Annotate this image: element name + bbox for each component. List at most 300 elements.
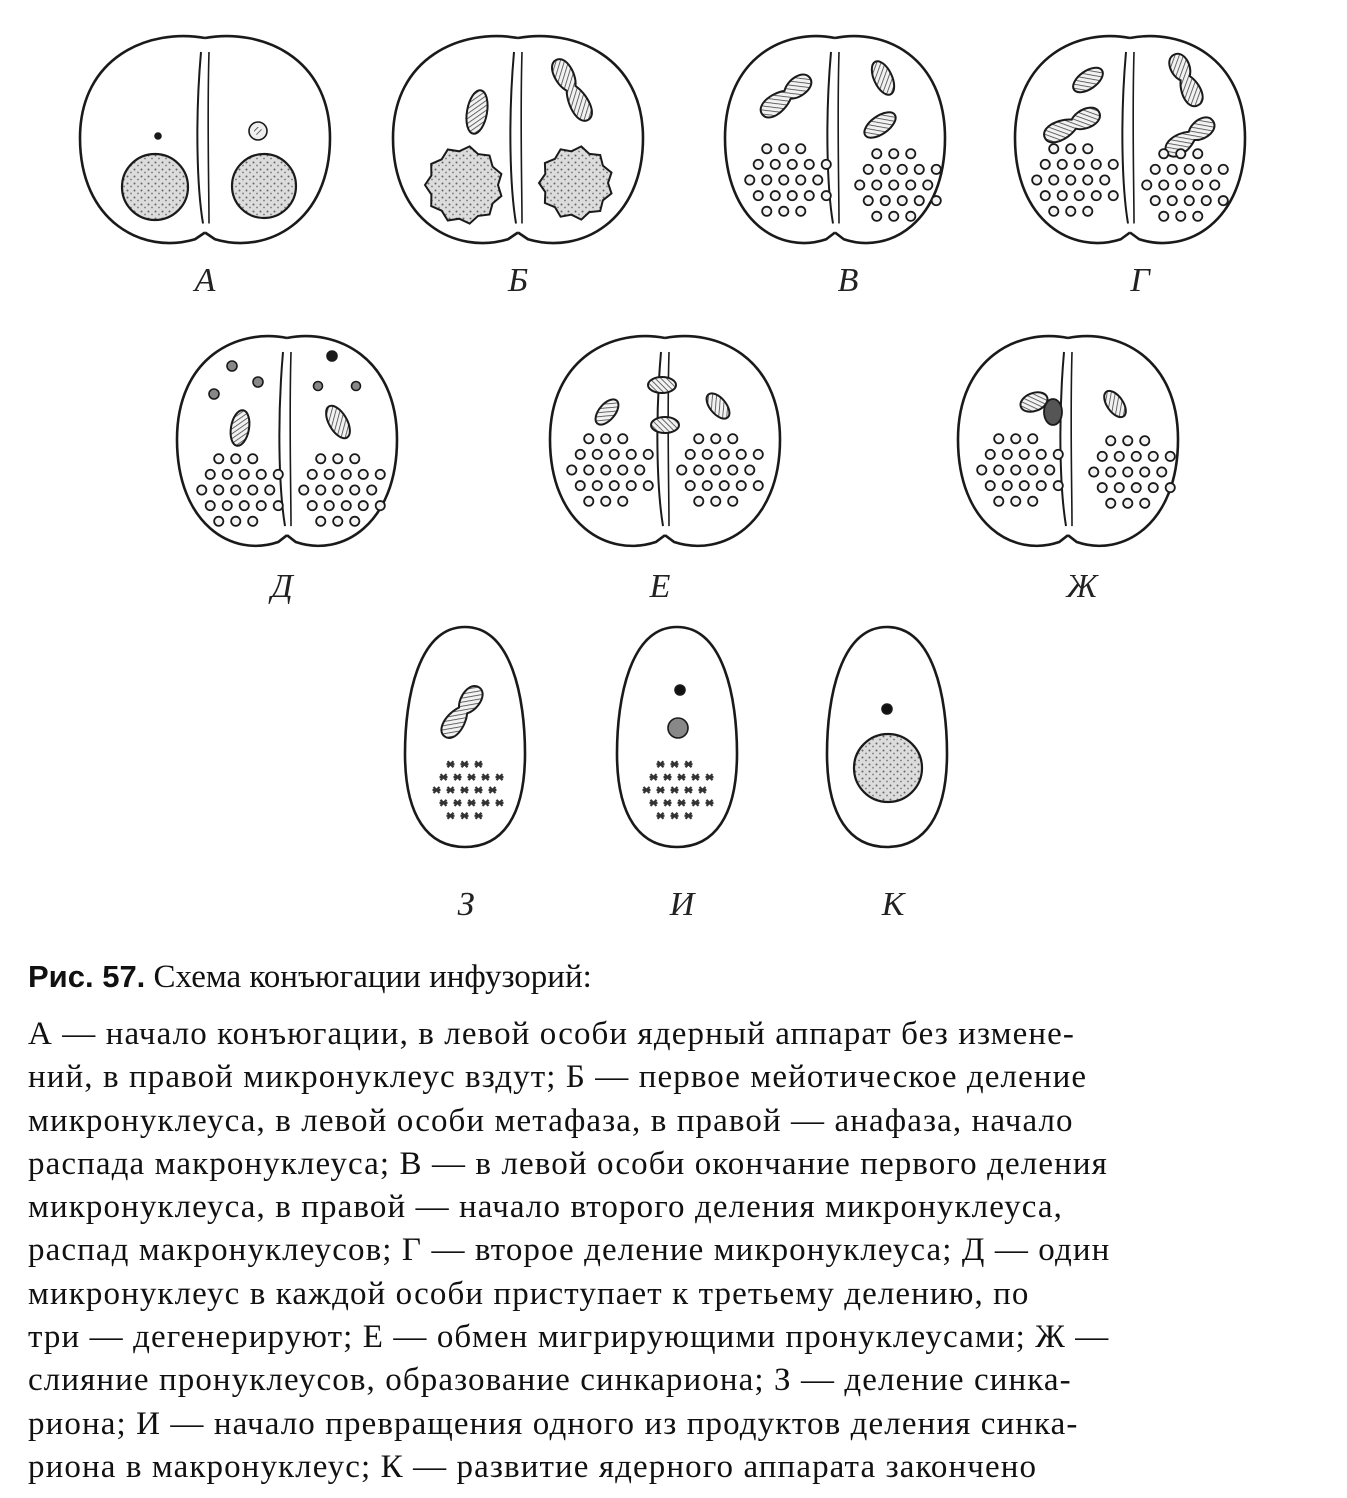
macronucleus-fragment (923, 180, 932, 189)
chromosome-fragment (657, 787, 665, 793)
macronucleus-fragment (1100, 175, 1109, 184)
macronucleus-fragment (1159, 149, 1168, 158)
macronucleus-fragment (805, 191, 814, 200)
macronucleus-fragment (932, 196, 941, 205)
macronucleus-fragment (788, 191, 797, 200)
macronucleus-fragment (231, 517, 240, 526)
junction-line (521, 52, 522, 224)
macronucleus-fragment (1058, 160, 1067, 169)
macronucleus-fragment (915, 165, 924, 174)
chromosome-fragment (678, 800, 686, 806)
macronucleus-fragment (1168, 196, 1177, 205)
macronucleus-fragment (1003, 481, 1012, 490)
chromosome-fragment (475, 813, 483, 819)
macronucleus-fragment (728, 465, 737, 474)
micronucleus (860, 107, 900, 142)
macronucleus-fragment (618, 434, 627, 443)
macronucleus-fragment (1028, 465, 1037, 474)
macronucleus-fragment (350, 517, 359, 526)
macronucleus-fragment (1159, 212, 1168, 221)
degenerating-micronucleus (227, 361, 237, 371)
macronucleus-fragment (325, 501, 334, 510)
macronucleus-fragment (576, 481, 585, 490)
macronucleus-fragment (737, 450, 746, 459)
macronucleus-fragment (822, 191, 831, 200)
pair-b (393, 36, 643, 243)
macronucleus-fragment (686, 481, 695, 490)
migrating-pronucleus (648, 377, 676, 393)
macronucleus-fragment (299, 485, 308, 494)
macronucleus-fragment (754, 191, 763, 200)
macronucleus-fragment (1075, 191, 1084, 200)
macronucleus-fragment (644, 481, 653, 490)
macronucleus-fragment (1140, 499, 1149, 508)
macronucleus-fragment (376, 470, 385, 479)
macronucleus-fragment (1083, 144, 1092, 153)
degenerating-micronucleus (253, 377, 263, 387)
macronucleus-fragment (1041, 160, 1050, 169)
chromosome-fragment (475, 787, 483, 793)
macronucleus-fragment (1066, 144, 1075, 153)
macronucleus-fragment (1032, 175, 1041, 184)
macronucleus-fragment (881, 196, 890, 205)
macronucleus-fragment (610, 450, 619, 459)
macronucleus-fragment (711, 497, 720, 506)
macronucleus-fragment (1092, 191, 1101, 200)
macronucleus-fragment (1149, 483, 1158, 492)
degenerating-micronucleus (352, 382, 361, 391)
panel-label-d: Д (271, 568, 293, 605)
macronucleus-fragment (1210, 180, 1219, 189)
macronucleus-fragment (231, 454, 240, 463)
macronucleus-fragment (240, 470, 249, 479)
macronucleus-fragment (1166, 452, 1175, 461)
macronucleus-fragment (1054, 481, 1063, 490)
micronucleus-dividing (228, 409, 252, 448)
caption-line: риона в макронуклеус; К — развитие ядерного аппарата закончено (28, 1448, 1038, 1485)
macronucleus-fragment (1166, 483, 1175, 492)
macronucleus-fragment (1037, 481, 1046, 490)
macronucleus-fragment (1157, 467, 1166, 476)
macronucleus-fragment (1011, 497, 1020, 506)
chromosome-fragment (643, 787, 651, 793)
fusing-pronucleus (1044, 399, 1062, 425)
macronucleus-fragment (1109, 160, 1118, 169)
macronucleus-fragment (1028, 434, 1037, 443)
chromosome-fragment (447, 787, 455, 793)
macronucleus-fragment (771, 191, 780, 200)
caption-line: распада макронуклеуса; В — в левой особи окончание первого деления (28, 1145, 1108, 1182)
macronucleus-fragment (1106, 467, 1115, 476)
macronucleus-disintegrating (539, 146, 612, 219)
macronucleus-fragment (274, 501, 283, 510)
chromosome-fragment (657, 761, 665, 767)
pair-a (80, 36, 330, 243)
chromosome-fragment (440, 800, 448, 806)
macronucleus-fragment (223, 470, 232, 479)
chromosome-fragment (489, 787, 497, 793)
macronucleus-fragment (986, 481, 995, 490)
macronucleus-fragment (1054, 450, 1063, 459)
panel-label-a: А (194, 262, 216, 299)
macronucleus-fragment (754, 450, 763, 459)
macronucleus-fragment (1011, 465, 1020, 474)
junction-line (290, 352, 291, 526)
chromosome-fragment (475, 761, 483, 767)
macronucleus-fragment (627, 481, 636, 490)
macronucleus-fragment (206, 501, 215, 510)
macronucleus-fragment (906, 149, 915, 158)
macronucleus-fragment (584, 434, 593, 443)
macronucleus-fragment (1106, 499, 1115, 508)
macronucleus-fragment (864, 196, 873, 205)
junction-line (1060, 352, 1066, 526)
chromosome-fragment (496, 774, 504, 780)
macronucleus-fragment (889, 180, 898, 189)
macronucleus-fragment (1092, 160, 1101, 169)
macronucleus-fragment (1041, 191, 1050, 200)
chromosome-fragment (468, 774, 476, 780)
panel-label-g: Г (1130, 262, 1150, 299)
macronucleus-disintegrating (425, 146, 501, 223)
macronucleus-fragment (308, 501, 317, 510)
macronucleus-fragment (644, 450, 653, 459)
caption-line: распад макронуклеусов; Г — второе деление микронуклеуса; Д — один (28, 1232, 1111, 1269)
macronucleus-fragment (248, 517, 257, 526)
macronucleus-fragments (299, 454, 385, 526)
macronucleus-fragment (359, 470, 368, 479)
chromosome-fragment (671, 761, 679, 767)
macronucleus-fragment (1151, 196, 1160, 205)
macronucleus-fragment (779, 144, 788, 153)
micronucleus-pattern (254, 127, 262, 135)
macronucleus-fragments (433, 761, 504, 819)
macronucleus-fragment (1098, 452, 1107, 461)
chromosome-fragment (482, 800, 490, 806)
macronucleus-fragments (567, 434, 653, 506)
junction-line (197, 52, 203, 224)
cell-right-outline (665, 336, 780, 546)
anaphase-micronucleus (548, 56, 597, 125)
dividing-micronucleus (1041, 104, 1103, 146)
macronucleus-fragment (1219, 165, 1228, 174)
cell-right-outline (835, 36, 945, 243)
macronucleus-fragment (257, 501, 266, 510)
macronucleus-fragments (643, 761, 714, 819)
pair-d (177, 336, 397, 546)
macronucleus-fragment (1132, 452, 1141, 461)
dividing-micronucleus (1162, 113, 1219, 161)
macronucleus-fragment (788, 160, 797, 169)
dividing-micronucleus (757, 70, 816, 122)
macronucleus-fragment (1142, 180, 1151, 189)
degenerating-micronucleus (314, 382, 323, 391)
chromosome-fragment (496, 800, 504, 806)
panel-label-zh: Ж (1066, 568, 1098, 605)
macronucleus-fragment (813, 175, 822, 184)
panel-label-k: К (881, 886, 905, 923)
dividing-micronucleus (548, 56, 597, 125)
dividing-micronucleus (757, 70, 816, 122)
junction-line (1071, 352, 1072, 526)
chromosome-fragment (650, 774, 658, 780)
macronucleus-fragment (223, 501, 232, 510)
figure-title: Схема конъюгации инфузорий: (153, 959, 592, 995)
chromosome-fragment (692, 774, 700, 780)
macronucleus-fragment (745, 175, 754, 184)
macronucleus-fragment (762, 207, 771, 216)
macronucleus-fragment (316, 485, 325, 494)
macronucleus-fragment (350, 485, 359, 494)
chromosome-fragment (706, 774, 714, 780)
macronucleus-fragment (333, 485, 342, 494)
macronucleus-fragment (1049, 207, 1058, 216)
macronucleus-fragment (1011, 434, 1020, 443)
macronucleus-fragment (316, 517, 325, 526)
macronucleus-fragment (720, 450, 729, 459)
macronucleus-fragment (1185, 196, 1194, 205)
macronucleus-fragment (1045, 465, 1054, 474)
macronucleus-fragment (855, 180, 864, 189)
macronucleus-fragment (274, 470, 283, 479)
caption-line: микронуклеуса, в левой особи метафаза, в правой — анафаза, начало (28, 1102, 1074, 1139)
macronucleus-fragment (1140, 436, 1149, 445)
macronucleus-fragment (1106, 436, 1115, 445)
junction-line (208, 52, 209, 224)
macronucleus-fragment (359, 501, 368, 510)
chromosome-fragment (454, 800, 462, 806)
macronucleus-fragment (214, 517, 223, 526)
macronucleus-fragment (601, 497, 610, 506)
chromosome-fragment (468, 800, 476, 806)
macronucleus-fragment (1049, 175, 1058, 184)
macronucleus-fragment (906, 212, 915, 221)
junction-line (838, 52, 839, 224)
dividing-micronucleus (1166, 51, 1207, 110)
macronucleus-fragment (915, 196, 924, 205)
macronucleus-fragment (1202, 196, 1211, 205)
macronucleus-fragment (333, 454, 342, 463)
macronucleus-fragment (796, 175, 805, 184)
chromosome-fragment (433, 787, 441, 793)
macronucleus-fragment (762, 144, 771, 153)
junction-line (1122, 52, 1128, 224)
macronucleus-fragment (1176, 180, 1185, 189)
macronucleus-fragment (1066, 175, 1075, 184)
chromosome-fragment (671, 813, 679, 819)
macronucleus-fragments (1142, 149, 1228, 221)
macronucleus-fragment (1020, 481, 1029, 490)
macronucleus-fragment (881, 165, 890, 174)
stationary-pronucleus (591, 395, 623, 428)
macronucleus-fragment (248, 485, 257, 494)
macronucleus-fragment (779, 207, 788, 216)
dividing-micronucleus (437, 682, 487, 742)
macronucleus-fragment (265, 485, 274, 494)
macronucleus-fragment (711, 434, 720, 443)
panel-label-v: В (837, 262, 859, 299)
macronucleus-fragment (635, 465, 644, 474)
cell-right-outline (287, 336, 397, 546)
macronucleus-fragment (994, 497, 1003, 506)
macronucleus-fragment (1037, 450, 1046, 459)
macronucleus-fragment (677, 465, 686, 474)
macronucleus-fragment (728, 434, 737, 443)
chromosome-fragment (678, 774, 686, 780)
macronucleus-fragment (1098, 483, 1107, 492)
macronucleus-fragment (376, 501, 385, 510)
macronucleus (122, 154, 188, 220)
macronucleus-fragment (977, 465, 986, 474)
macronucleus-fragments (1032, 144, 1118, 216)
macronucleus-fragment (214, 454, 223, 463)
chromosome-fragment (671, 787, 679, 793)
macronucleus-fragment (694, 465, 703, 474)
chromosome-fragment (447, 761, 455, 767)
macronucleus-fragment (584, 465, 593, 474)
macronucleus-fragment (898, 165, 907, 174)
macronucleus-fragment (1185, 165, 1194, 174)
macronucleus-fragments (745, 144, 831, 216)
macronucleus-fragment (567, 465, 576, 474)
macronucleus-fragment (1219, 196, 1228, 205)
macronucleus-fragment (745, 465, 754, 474)
dividing-micronucleus (1162, 113, 1219, 161)
macronucleus-fragment (932, 165, 941, 174)
macronucleus-fragment (1066, 207, 1075, 216)
macronucleus-fragment (1151, 165, 1160, 174)
macronucleus-fragment (1193, 180, 1202, 189)
macronucleus-fragment (762, 175, 771, 184)
macronucleus-fragment (1176, 212, 1185, 221)
macronucleus-fragment (754, 481, 763, 490)
chromosome-fragment (706, 800, 714, 806)
macronucleus-fragment (333, 517, 342, 526)
panel-label-b: Б (507, 262, 529, 299)
macronucleus-fragment (737, 481, 746, 490)
macronucleus-fragment (325, 470, 334, 479)
micronucleus (1069, 63, 1107, 97)
caption-line: три — дегенерируют; Е — обмен мигрирующими пронуклеусами; Ж — (28, 1319, 1110, 1356)
figure-caption (28, 955, 1328, 1489)
micronucleus (675, 685, 685, 695)
macronucleus-fragment (197, 485, 206, 494)
macronucleus-fragment (240, 501, 249, 510)
pronucleus (1100, 387, 1130, 421)
macronucleus-fragment (367, 485, 376, 494)
caption-line: А — начало конъюгации, в левой особи ядерный аппарат без измене- (28, 1016, 1075, 1052)
macronucleus-fragment (1020, 450, 1029, 459)
macronucleus-fragment (771, 160, 780, 169)
macronucleus-fragments (677, 434, 763, 506)
migrating-pronucleus (651, 417, 679, 433)
chromosome-fragment (461, 761, 469, 767)
macronucleus-fragment (1003, 450, 1012, 459)
macronucleus-fragment (1123, 467, 1132, 476)
figure-number: Рис. 57. (28, 959, 146, 994)
macronucleus-fragment (248, 454, 257, 463)
macronucleus-fragment (994, 434, 1003, 443)
chromosome-fragment (685, 761, 693, 767)
macronucleus-fragments (855, 149, 941, 221)
panel-label-z: З (457, 886, 475, 923)
chromosome-fragment (664, 800, 672, 806)
macronucleus-fragment (694, 497, 703, 506)
macronucleus (854, 734, 922, 802)
macronucleus-fragment (1202, 165, 1211, 174)
dividing-synkaryon (437, 682, 487, 742)
metaphase-spindle (463, 89, 490, 136)
junction-line (510, 52, 516, 224)
macronucleus-fragment (308, 470, 317, 479)
macronucleus-fragment (889, 149, 898, 158)
macronucleus-fragment (593, 450, 602, 459)
macronucleus-fragment (872, 180, 881, 189)
chromosome-fragment (461, 787, 469, 793)
chromosome-fragment (657, 813, 665, 819)
macronucleus (232, 154, 296, 218)
caption-line: риона; И — начало превращения одного из продуктов деления синка- (28, 1405, 1079, 1442)
chromosome-fragment (461, 813, 469, 819)
macronucleus-fragment (1109, 191, 1118, 200)
caption-line: микронуклеус в каждой особи приступает к третьему делению, по (28, 1275, 1030, 1312)
micronucleus (867, 58, 899, 98)
macronucleus-fragment (257, 470, 266, 479)
macronucleus-fragment (889, 212, 898, 221)
macronucleus-fragment (1123, 499, 1132, 508)
macronucleus-fragment (206, 470, 215, 479)
developing-macronucleus (668, 718, 688, 738)
macronucleus-fragment (872, 149, 881, 158)
macronucleus-fragment (1115, 483, 1124, 492)
macronucleus-fragment (1083, 207, 1092, 216)
chromosome-fragment (664, 774, 672, 780)
macronucleus-fragments (977, 434, 1063, 506)
chromosome-fragment (650, 800, 658, 806)
macronucleus-fragment (601, 434, 610, 443)
dividing-micronucleus (1041, 104, 1103, 146)
chromosome-fragment (482, 774, 490, 780)
macronucleus-fragment (618, 497, 627, 506)
macronucleus-fragment (342, 501, 351, 510)
macronucleus-fragment (1168, 165, 1177, 174)
caption-line: микронуклеуса, в правой — начало второго деления микронуклеуса, (28, 1189, 1063, 1226)
macronucleus-fragment (1058, 191, 1067, 200)
macronucleus-fragment (1140, 467, 1149, 476)
macronucleus-fragment (864, 165, 873, 174)
junction-line (279, 352, 285, 526)
macronucleus-fragment (601, 465, 610, 474)
macronucleus-fragment (822, 160, 831, 169)
degenerating-micronucleus (327, 351, 337, 361)
chromosome-fragment (454, 774, 462, 780)
chromosome-fragment (685, 813, 693, 819)
macronucleus-fragment (703, 450, 712, 459)
micronucleus (882, 704, 892, 714)
macronucleus-fragment (898, 196, 907, 205)
macronucleus-fragment (214, 485, 223, 494)
caption-title (28, 955, 1328, 999)
macronucleus-fragment (728, 497, 737, 506)
macronucleus-fragments (197, 454, 283, 526)
macronucleus-fragment (1159, 180, 1168, 189)
macronucleus-fragment (1115, 452, 1124, 461)
macronucleus-fragment (1132, 483, 1141, 492)
macronucleus-fragment (1049, 144, 1058, 153)
macronucleus-fragment (1075, 160, 1084, 169)
panel-label-e: Е (649, 568, 671, 605)
chromosome-fragment (699, 787, 707, 793)
